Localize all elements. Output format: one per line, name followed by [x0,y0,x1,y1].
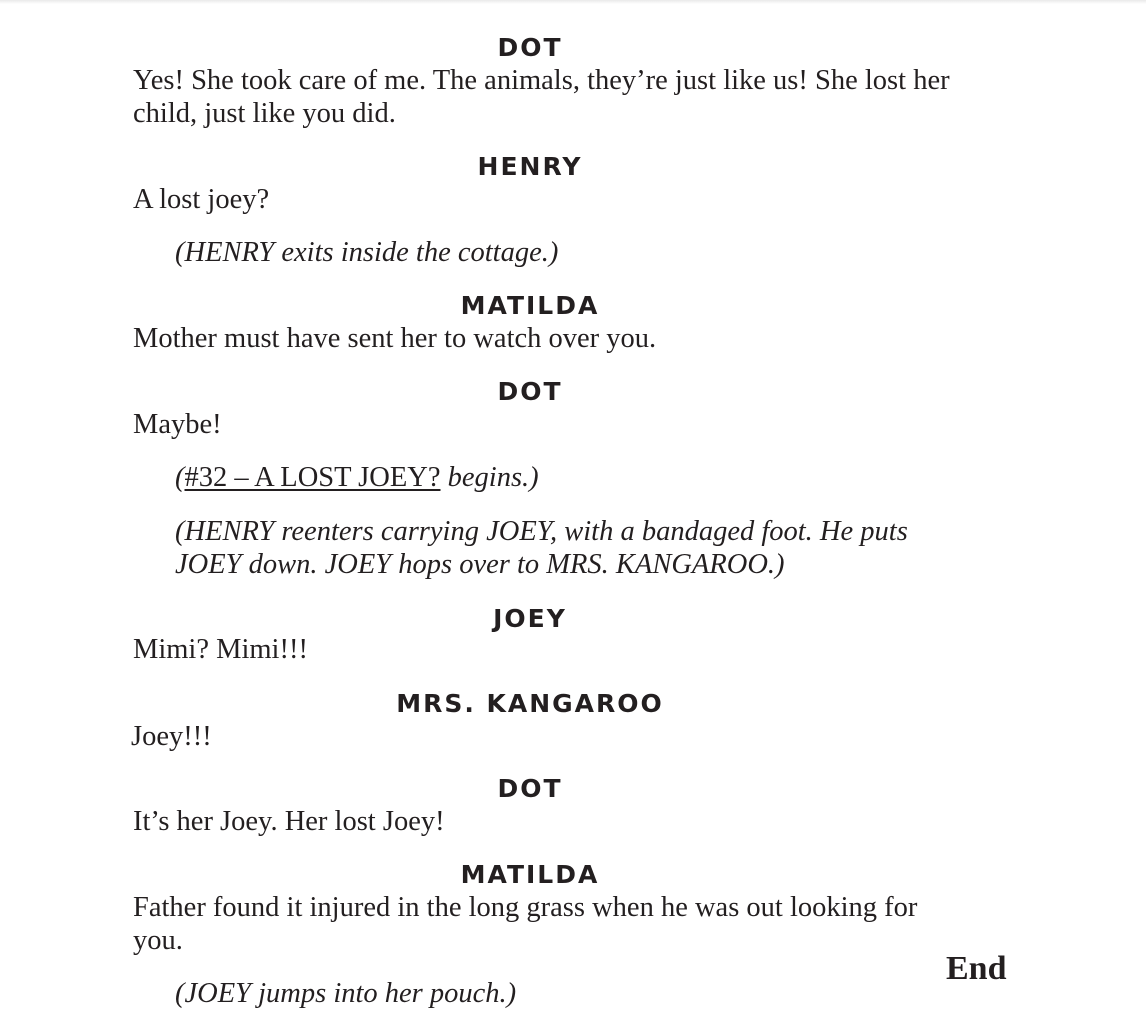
song-cue [175,462,915,495]
dialogue-line: Maybe! [133,409,222,440]
stage-direction: (HENRY reenters carrying JOEY, with a bandaged foot. He puts JOEY down. JOEY hops over to MRS. KANGAROO.) [175,516,908,580]
dialogue-line: It’s her Joey. Her lost Joey! [133,806,445,837]
end-label: End [946,950,1007,987]
character-name: HENRY [477,152,583,181]
character-name: DOT [497,774,563,803]
dialogue-line: Mimi? Mimi!!! [133,634,308,665]
dialogue-line: Joey!!! [131,721,212,752]
character-name: MATILDA [460,860,600,889]
dialogue-line: A lost joey? [133,184,270,215]
stage-direction: (JOEY jumps into her pouch.) [175,978,517,1009]
dialogue-line: Yes! She took care of me. The animals, they’re just like us! She lost her child, just like you did. [133,65,950,129]
song-title: #32 – A LOST JOEY? [184,462,441,493]
song-cue-open: ( [175,462,185,493]
character-name: JOEY [493,604,567,633]
song-cue-after: begins.) [440,462,539,493]
dialogue-line: Mother must have sent her to watch over you. [133,323,657,354]
dialogue-line: Father found it injured in the long grass when he was out looking for you. [133,892,918,956]
character-name: DOT [497,33,563,62]
stage-direction: (HENRY exits inside the cottage.) [175,237,559,268]
character-name: DOT [497,377,563,406]
character-name: MATILDA [460,291,600,320]
character-name: MRS. KANGAROO [396,689,664,718]
